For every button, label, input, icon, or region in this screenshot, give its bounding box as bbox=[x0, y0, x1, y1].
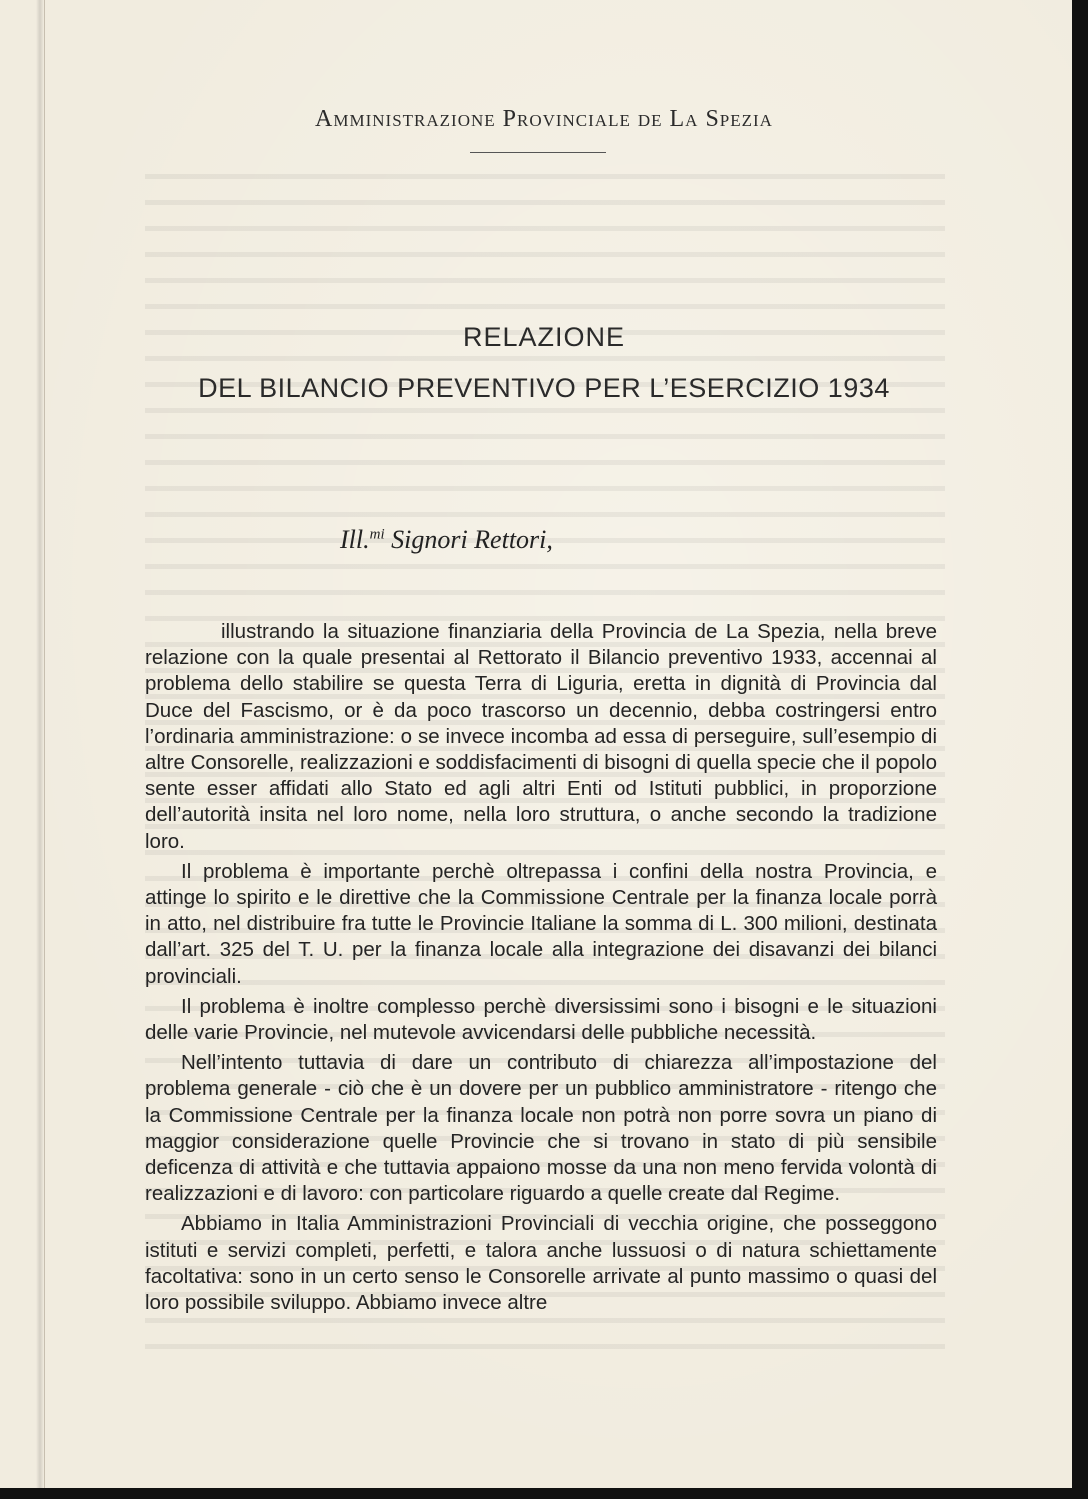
paragraph-3: Il problema è inoltre complesso perchè diversissimi sono i bisogni e le situazioni delle varie Provincie, nel mutevole avvicendarsi delle pubbliche necessità. bbox=[145, 994, 937, 1045]
title-bilancio: DEL BILANCIO PREVENTIVO PER L’ESERCIZIO 1934 bbox=[198, 373, 890, 403]
binding-fold-line bbox=[44, 0, 45, 1488]
salutation-superscript: mi bbox=[369, 526, 385, 543]
paragraph-2: Il problema è importante perchè oltrepassa i confini della nostra Provincia, e attinge lo spirito e le direttive che la Commissione Centrale per la finanza locale porrà in atto, nel distribuire fra tutte le Provincie Italiane la somma di L. 300 milioni, destinata dall’art. 325 del T. U. per la finanza locale alla integrazione dei disavanzi dei bilanci provinciali. bbox=[145, 859, 937, 988]
salutation-rest: Signori Rettori, bbox=[384, 525, 553, 554]
salutation-prefix: Ill. bbox=[340, 525, 370, 554]
binding-spine bbox=[36, 0, 44, 1488]
scan-border-bottom bbox=[0, 1488, 1088, 1499]
header-rule bbox=[470, 152, 606, 153]
title-relazione: RELAZIONE bbox=[462, 322, 626, 352]
paragraph-4: Nell’intento tuttavia di dare un contributo di chiarezza all’impostazione del problema generale - ciò che è un dovere per un pubblico amministratore - ritengo che la Commissione Centrale per la finanza locale non potrà non porre sovra un piano di maggior considerazione quelle Provincie che si trovano in stato di più sensibile deficenza di attività e che tuttavia appaiono mosse da una non meno fervida volontà di realizzazioni e di lavoro: con particolare riguardo a quelle create dal Regime. bbox=[145, 1051, 937, 1206]
scan-border-right bbox=[1072, 0, 1088, 1499]
body-text bbox=[145, 619, 937, 1320]
page-header: Amministrazione Provinciale de La Spezia bbox=[315, 106, 773, 132]
salutation bbox=[340, 525, 553, 555]
paragraph-1: illustrando la situazione finanziaria della Provincia de La Spezia, nella breve relazione con la quale presentai al Rettorato il Bilancio preventivo 1933, accennai al problema dello stabilire se questa Terra di Liguria, eretta in dignità di Provincia dal Duce del Fascismo, or è da poco trascorso un decennio, debba costringersi entro l’ordinaria amministrazione: o se invece incomba ad essa di perseguire, sull’esempio di altre Consorelle, realizzazioni e soddisfacimenti di bisogni di quella specie che il popolo sente esser affidati allo Stato ed agli altri Enti od Istituti pubblici, in proporzione dell’autorità insita nel loro nome, nella loro struttura, o anche secondo la tradizione loro. bbox=[145, 620, 937, 853]
paragraph-5: Abbiamo in Italia Amministrazioni Provinciali di vecchia origine, che posseggono istituti e servizi completi, perfetti, e talora anche lussuosi o di natura schiettamente facoltativa: sono in un certo senso le Consorelle arrivate al punto massimo o quasi del loro possibile sviluppo. Abbiamo invece altre bbox=[145, 1212, 937, 1315]
